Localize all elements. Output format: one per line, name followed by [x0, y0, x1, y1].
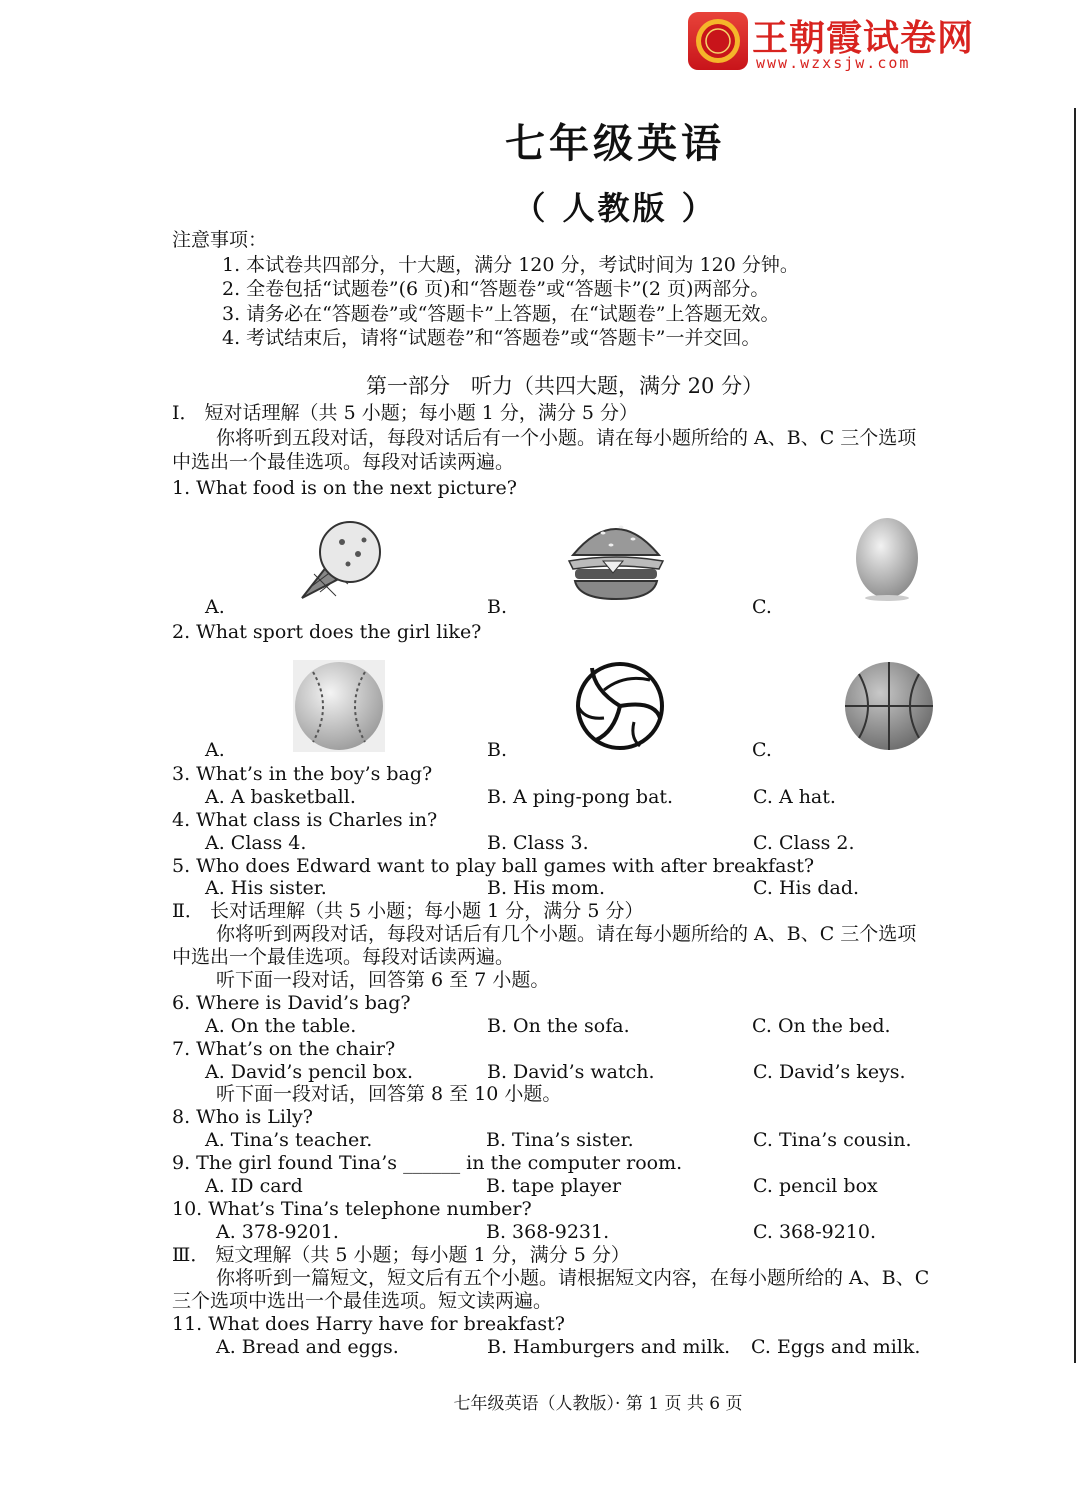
- right-margin-rule: [1074, 108, 1076, 1363]
- option-c: C. On the bed.: [752, 1015, 891, 1037]
- logo-emblem-icon: [688, 12, 748, 70]
- option-c: C. A hat.: [753, 786, 836, 808]
- question-stem: 4. What class is Charles in?: [172, 809, 438, 831]
- option-c: C. Eggs and milk.: [751, 1336, 921, 1358]
- question-stem: 3. What’s in the boy’s bag?: [172, 763, 433, 785]
- page-title: 七年级英语: [505, 120, 725, 167]
- question-stem: 10. What’s Tina’s telephone number?: [172, 1198, 532, 1220]
- volleyball-icon: [574, 660, 666, 752]
- question-stem: 6. Where is David’s bag?: [172, 992, 411, 1014]
- option-b: B. 368-9231.: [486, 1221, 610, 1243]
- notice-item: 1. 本试卷共四部分，十大题，满分 120 分，考试时间为 120 分钟。: [222, 254, 799, 276]
- notice-heading: 注意事项：: [172, 229, 268, 251]
- option-b: B. Class 3.: [487, 832, 589, 854]
- option-c: C. Tina’s cousin.: [753, 1129, 912, 1151]
- section2-subinstruction: 听下面一段对话，回答第 8 至 10 小题。: [216, 1083, 562, 1105]
- option-a: A. Tina’s teacher.: [205, 1129, 373, 1151]
- site-logo-url: www.wzxsjw.com: [756, 54, 911, 72]
- ice-cream-icon: [292, 512, 388, 600]
- section1-title: Ⅰ． 短对话理解（共 5 小题；每小题 1 分，满分 5 分）: [172, 402, 639, 424]
- question-stem: 9. The girl found Tina’s ______ in the computer room.: [172, 1152, 683, 1174]
- option-a: A. His sister.: [205, 877, 327, 899]
- section1-instruction: 你将听到五段对话，每段对话后有一个小题。请在每小题所给的 A、B、C 三个选项: [216, 427, 917, 449]
- section2-instruction: 你将听到两段对话，每段对话后有几个小题。请在每小题所给的 A、B、C 三个选项: [216, 923, 917, 945]
- option-a: A. Class 4.: [205, 832, 307, 854]
- basketball-icon: [843, 660, 935, 752]
- section2-title: Ⅱ． 长对话理解（共 5 小题；每小题 1 分，满分 5 分）: [172, 900, 644, 922]
- option-c: C.: [752, 596, 772, 618]
- question-stem: 7. What’s on the chair?: [172, 1038, 396, 1060]
- question-stem: 2. What sport does the girl like?: [172, 621, 482, 643]
- site-logo-emblem: [688, 12, 748, 70]
- option-c: C. His dad.: [753, 877, 860, 899]
- option-b: B. A ping-pong bat.: [487, 786, 674, 808]
- question-stem: 11. What does Harry have for breakfast?: [172, 1313, 565, 1335]
- egg-icon: [852, 510, 922, 602]
- question-stem: 1. What food is on the next picture?: [172, 477, 517, 499]
- option-a: A. David’s pencil box.: [205, 1061, 413, 1083]
- option-b: B. On the sofa.: [487, 1015, 630, 1037]
- option-c: C.: [752, 739, 772, 761]
- option-b: B. His mom.: [487, 877, 605, 899]
- page-subtitle: （ 人教版 ）: [513, 189, 717, 227]
- notice-item: 4. 考试结束后，请将“试题卷”和“答题卷”或“答题卡”一并交回。: [222, 327, 761, 349]
- option-a: A. ID card: [205, 1175, 303, 1197]
- option-b: B. Hamburgers and milk.: [487, 1336, 731, 1358]
- option-c: C. Class 2.: [753, 832, 855, 854]
- section2-subinstruction: 听下面一段对话，回答第 6 至 7 小题。: [216, 969, 550, 991]
- page-footer: 七年级英语（人教版）· 第 1 页 共 6 页: [453, 1394, 743, 1414]
- option-a: A. On the table.: [205, 1015, 357, 1037]
- option-a: A. 378-9201.: [216, 1221, 339, 1243]
- option-c: C. David’s keys.: [753, 1061, 906, 1083]
- notice-item: 3. 请务必在“答题卷”或“答题卡”上答题，在“试题卷”上答题无效。: [222, 303, 780, 325]
- option-b: B. David’s watch.: [487, 1061, 655, 1083]
- option-b: B. Tina’s sister.: [486, 1129, 634, 1151]
- question-stem: 5. Who does Edward want to play ball games with after breakfast?: [172, 855, 815, 877]
- option-b: B. tape player: [486, 1175, 622, 1197]
- hamburger-icon: [563, 511, 669, 601]
- site-logo-name: 王朝霞试卷网: [752, 18, 975, 59]
- section3-instruction: 你将听到一篇短文，短文后有五个小题。请根据短文内容，在每小题所给的 A、B、C: [216, 1267, 930, 1289]
- option-b: B.: [487, 596, 508, 618]
- option-c: C. pencil box: [753, 1175, 878, 1197]
- option-c: C. 368-9210.: [753, 1221, 877, 1243]
- part1-title: 第一部分 听力（共四大题，满分 20 分）: [366, 374, 764, 398]
- option-a: A.: [205, 739, 225, 761]
- option-a: A. A basketball.: [205, 786, 356, 808]
- question-stem: 8. Who is Lily?: [172, 1106, 313, 1128]
- section1-instruction: 中选出一个最佳选项。每段对话读两遍。: [172, 451, 515, 473]
- baseball-icon: [293, 660, 385, 752]
- option-a: A.: [205, 596, 225, 618]
- option-b: B.: [487, 739, 508, 761]
- section2-instruction: 中选出一个最佳选项。每段对话读两遍。: [172, 946, 515, 968]
- option-a: A. Bread and eggs.: [216, 1336, 399, 1358]
- notice-item: 2. 全卷包括“试题卷”(6 页)和“答题卷”或“答题卡”(2 页)两部分。: [222, 278, 770, 300]
- section3-title: Ⅲ． 短文理解（共 5 小题；每小题 1 分，满分 5 分）: [172, 1244, 630, 1266]
- section3-instruction: 三个选项中选出一个最佳选项。短文读两遍。: [172, 1290, 553, 1312]
